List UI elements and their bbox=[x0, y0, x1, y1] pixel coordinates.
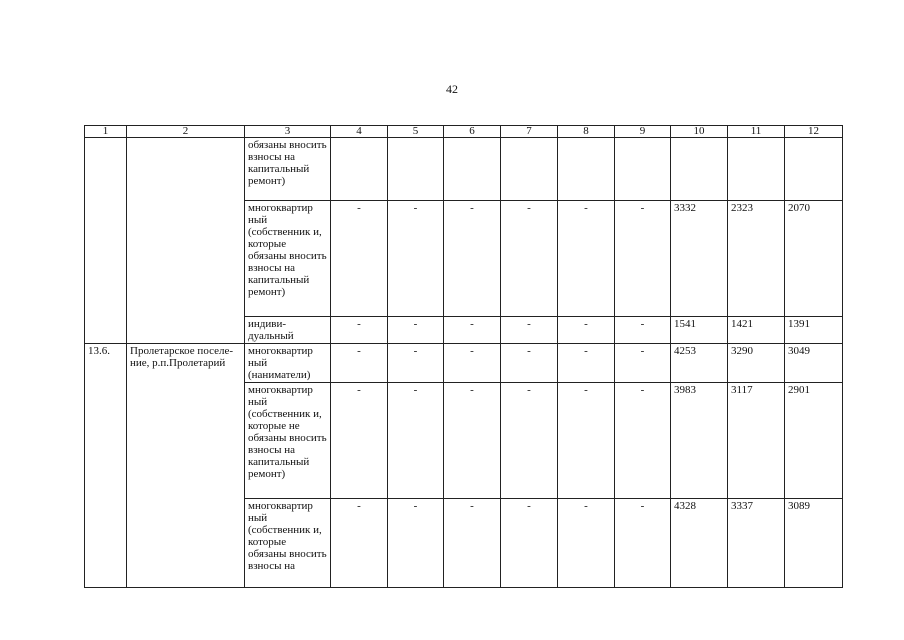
value-cell: - bbox=[615, 499, 671, 588]
value-cell: - bbox=[444, 383, 501, 499]
value-cell: 2901 bbox=[785, 383, 843, 499]
value-cell bbox=[558, 138, 615, 201]
housing-type-cell: индиви- дуальный bbox=[245, 317, 331, 344]
value-cell: 3983 bbox=[671, 383, 728, 499]
column-header: 5 bbox=[388, 126, 444, 138]
value-cell: 3049 bbox=[785, 344, 843, 383]
value-cell: 1421 bbox=[728, 317, 785, 344]
value-cell bbox=[331, 138, 388, 201]
value-cell bbox=[388, 138, 444, 201]
column-header: 1 bbox=[85, 126, 127, 138]
housing-type-cell: многоквартир ный (собственник и, которые не обязаны вносить взносы на капитальный ремонт) bbox=[245, 383, 331, 499]
value-cell: - bbox=[388, 201, 444, 317]
value-cell: 3337 bbox=[728, 499, 785, 588]
value-cell: - bbox=[501, 317, 558, 344]
housing-type-cell: многоквартир ный (собственник и, которые обязаны вносить взносы на bbox=[245, 499, 331, 588]
page-number: 42 bbox=[446, 82, 458, 96]
table-row bbox=[85, 138, 843, 201]
value-cell bbox=[615, 138, 671, 201]
tariff-table bbox=[84, 125, 843, 588]
value-cell: - bbox=[558, 499, 615, 588]
housing-type-cell: обязаны вносить взносы на капитальный ремонт) bbox=[245, 138, 331, 201]
value-cell: 3089 bbox=[785, 499, 843, 588]
value-cell: - bbox=[331, 317, 388, 344]
column-header: 7 bbox=[501, 126, 558, 138]
value-cell: 4328 bbox=[671, 499, 728, 588]
value-cell: - bbox=[331, 499, 388, 588]
value-cell: - bbox=[558, 383, 615, 499]
value-cell: 3290 bbox=[728, 344, 785, 383]
value-cell: - bbox=[558, 317, 615, 344]
value-cell bbox=[671, 138, 728, 201]
value-cell: - bbox=[388, 383, 444, 499]
value-cell: - bbox=[444, 344, 501, 383]
column-header: 9 bbox=[615, 126, 671, 138]
value-cell bbox=[728, 138, 785, 201]
column-header: 12 bbox=[785, 126, 843, 138]
value-cell: - bbox=[615, 201, 671, 317]
value-cell: 4253 bbox=[671, 344, 728, 383]
value-cell: 2323 bbox=[728, 201, 785, 317]
settlement-name-cell: Пролетарское поселе- ние, р.п.Пролетарий bbox=[127, 344, 245, 588]
value-cell: - bbox=[388, 344, 444, 383]
value-cell: - bbox=[331, 201, 388, 317]
value-cell: - bbox=[501, 499, 558, 588]
value-cell: 1391 bbox=[785, 317, 843, 344]
column-header: 3 bbox=[245, 126, 331, 138]
value-cell: - bbox=[444, 499, 501, 588]
value-cell: - bbox=[501, 383, 558, 499]
value-cell bbox=[444, 138, 501, 201]
value-cell bbox=[785, 138, 843, 201]
value-cell: - bbox=[615, 317, 671, 344]
housing-type-cell: многоквартир ный (собственник и, которые обязаны вносить взносы на капитальный ремонт) bbox=[245, 201, 331, 317]
table-row bbox=[85, 344, 843, 383]
column-header: 6 bbox=[444, 126, 501, 138]
column-header: 4 bbox=[331, 126, 388, 138]
value-cell: - bbox=[444, 201, 501, 317]
value-cell: - bbox=[615, 344, 671, 383]
value-cell: - bbox=[388, 317, 444, 344]
settlement-name-cell bbox=[127, 138, 245, 344]
column-header: 8 bbox=[558, 126, 615, 138]
value-cell: 1541 bbox=[671, 317, 728, 344]
value-cell: - bbox=[444, 317, 501, 344]
row-index-cell: 13.6. bbox=[85, 344, 127, 588]
value-cell: - bbox=[615, 383, 671, 499]
value-cell: 2070 bbox=[785, 201, 843, 317]
value-cell: - bbox=[558, 344, 615, 383]
column-header: 2 bbox=[127, 126, 245, 138]
housing-type-cell: многоквартир ный (наниматели) bbox=[245, 344, 331, 383]
value-cell: - bbox=[388, 499, 444, 588]
column-header: 11 bbox=[728, 126, 785, 138]
value-cell: 3117 bbox=[728, 383, 785, 499]
header-row bbox=[85, 126, 843, 138]
value-cell: 3332 bbox=[671, 201, 728, 317]
value-cell: - bbox=[331, 344, 388, 383]
row-index-cell bbox=[85, 138, 127, 344]
column-header: 10 bbox=[671, 126, 728, 138]
value-cell bbox=[501, 138, 558, 201]
value-cell: - bbox=[331, 383, 388, 499]
value-cell: - bbox=[558, 201, 615, 317]
value-cell: - bbox=[501, 201, 558, 317]
value-cell: - bbox=[501, 344, 558, 383]
